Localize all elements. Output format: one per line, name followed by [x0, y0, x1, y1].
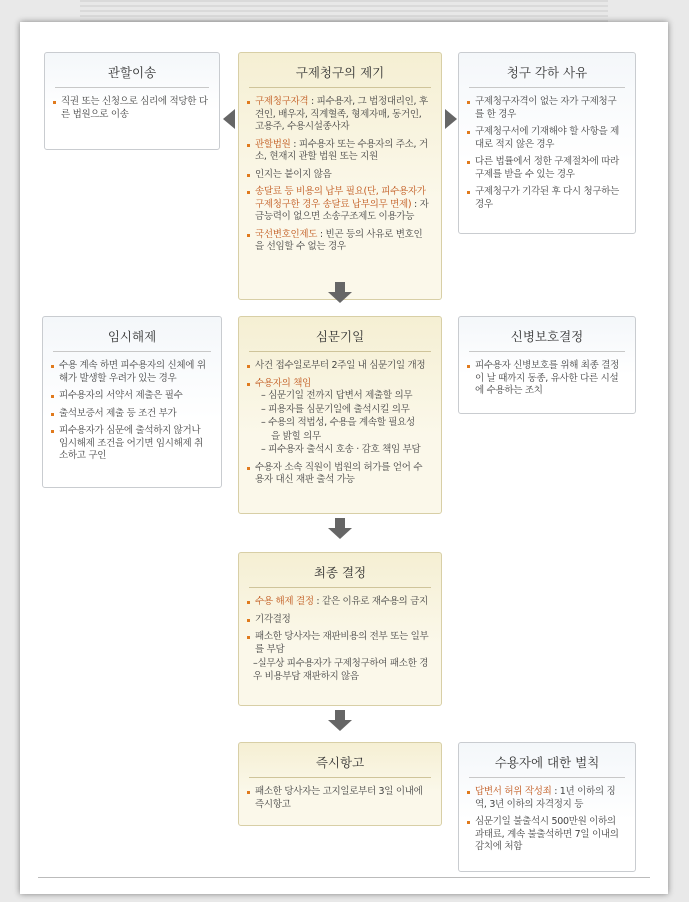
hearing-item-duties	[247, 378, 431, 391]
final-release-label: 수용 해제 결정	[255, 596, 314, 607]
filing-item-eligibility-text: : 피수용자, 그 법정대리인, 후견인, 배우자, 직계혈족, 형제자매, 동거인, 고용주, 수용시설종사자	[255, 96, 428, 132]
filing-box	[238, 52, 442, 300]
temp-release-title: 임시해제	[53, 317, 211, 352]
dismissal-item: 구제청구서에 기재해야 할 사항을 제대로 적지 않은 경우	[467, 126, 625, 151]
filing-item-court	[247, 139, 431, 164]
penalty-item-perjury	[467, 786, 625, 811]
appeal-title: 즉시항고	[249, 743, 431, 778]
filing-item-counsel-text: : 빈곤 등의 사유로 변호인을 선임할 수 없는 경우	[255, 228, 423, 252]
filing-item-eligibility-label: 구제청구자격	[255, 96, 309, 107]
hearing-title: 심문기일	[249, 317, 431, 352]
final-item-dismiss: 기각결정	[247, 614, 431, 627]
protection-title: 신병보호결정	[469, 317, 625, 352]
arrow-right-icon	[445, 109, 457, 129]
hearing-item-proxy: 수용자 소속 직원이 법원의 허가를 얻어 수용자 대신 재판 출석 가능	[247, 462, 431, 487]
arrow-down-icon	[328, 710, 352, 732]
arrow-down-icon	[328, 282, 352, 304]
hearing-duty: 을 밝힐 의무	[271, 430, 321, 442]
transfer-item: 직권 또는 신청으로 심리에 적당한 다른 법원으로 이송	[53, 96, 209, 121]
filing-item-fees	[247, 186, 431, 224]
transfer-title: 관할이송	[55, 53, 209, 88]
hearing-duty: – 수용의 적법성, 수용을 계속할 필요성	[261, 417, 415, 428]
bottom-divider	[38, 877, 650, 878]
dismissal-box	[458, 52, 636, 234]
filing-item-stamp: 인지는 붙이지 않음	[247, 169, 431, 182]
hearing-box	[238, 316, 442, 514]
appeal-item: 패소한 당사자는 고지일로부터 3일 이내에 즉시항고	[247, 786, 431, 811]
hearing-duty: – 피용자를 심문기일에 출석시킬 의무	[261, 403, 410, 415]
final-decision-title: 최종 결정	[249, 553, 431, 588]
hearing-duty: – 피수용자 출석시 호송 · 감호 책임 부담	[261, 444, 421, 455]
dismissal-item: 구제청구가 기각된 후 다시 청구하는 경우	[467, 186, 625, 211]
document-page	[20, 22, 668, 894]
penalty-perjury-label: 답변서 허위 작성죄	[475, 786, 552, 797]
penalty-perjury-text: : 1년 이하의 징역, 3년 이하의 자격정지 등	[475, 786, 616, 810]
dismissal-item: 다른 법률에서 정한 구제절차에 따라 구제를 받을 수 있는 경우	[467, 156, 625, 181]
hearing-item-schedule: 사건 접수일로부터 2주일 내 심문기일 개정	[247, 360, 431, 373]
penalty-item-absence: 심문기일 불출석시 500만원 이하의 과태료, 계속 불출석하면 7일 이내의 감치에 처함	[467, 816, 625, 854]
arrow-left-icon	[223, 109, 235, 129]
penalty-title: 수용자에 대한 벌칙	[469, 743, 625, 778]
temp-release-item: 피수용자가 심문에 출석하지 않거나 임시해제 조건을 어기면 임시해제 취소하고 구인	[51, 425, 211, 463]
filing-item-eligibility	[247, 96, 431, 134]
final-decision-box	[238, 552, 442, 706]
final-item-costs: 패소한 당사자는 재판비용의 전부 또는 일부를 부담	[247, 631, 431, 656]
penalty-box	[458, 742, 636, 872]
filing-item-counsel	[247, 229, 431, 254]
final-release-text: : 같은 이유로 재수용의 금지	[313, 596, 428, 607]
protection-box	[458, 316, 636, 414]
temp-release-box	[42, 316, 222, 488]
filing-item-court-text: : 피수용자 또는 수용자의 주소, 거소, 현재지 관할 법원 또는 지원	[255, 138, 428, 162]
transfer-box	[44, 52, 220, 150]
temp-release-item: 출석보증서 제출 등 조건 부가	[51, 408, 211, 421]
arrow-down-icon	[328, 518, 352, 540]
protection-item: 피수용자 신병보호를 위해 최종 결정이 날 때까지 동종, 유사한 다른 시설에 수용하는 조치	[467, 360, 625, 398]
dismissal-item: 구제청구자격이 없는 자가 구제청구를 한 경우	[467, 96, 625, 121]
temp-release-item: 피수용자의 서약서 제출은 필수	[51, 390, 211, 403]
appeal-box	[238, 742, 442, 826]
filing-item-counsel-label: 국선변호인제도	[255, 228, 318, 240]
temp-release-item: 수용 계속 하면 피수용자의 신체에 위해가 발생할 우려가 있는 경우	[51, 360, 211, 385]
filing-item-court-label: 관할법원	[255, 138, 291, 150]
final-item-release	[247, 596, 431, 609]
filing-title: 구제청구의 제기	[249, 53, 431, 88]
filing-item-fees-text: : 자금능력이 없으면 소송구조제도 이용가능	[255, 198, 429, 222]
hearing-duty: – 심문기일 전까지 답변서 제출할 의무	[261, 390, 413, 401]
dismissal-title: 청구 각하 사유	[469, 53, 625, 88]
final-item-note: –실무상 피수용자가 구제청구하여 패소한 경우 비용부담 재판하지 않음	[253, 658, 429, 682]
hearing-duties-label: 수용자의 책임	[255, 377, 311, 389]
filing-item-fees-label: 송달료 등 비용의 납부 필요(단, 피수용자가 구제청구한 경우 송달료 납부의무 면제)	[255, 186, 426, 210]
